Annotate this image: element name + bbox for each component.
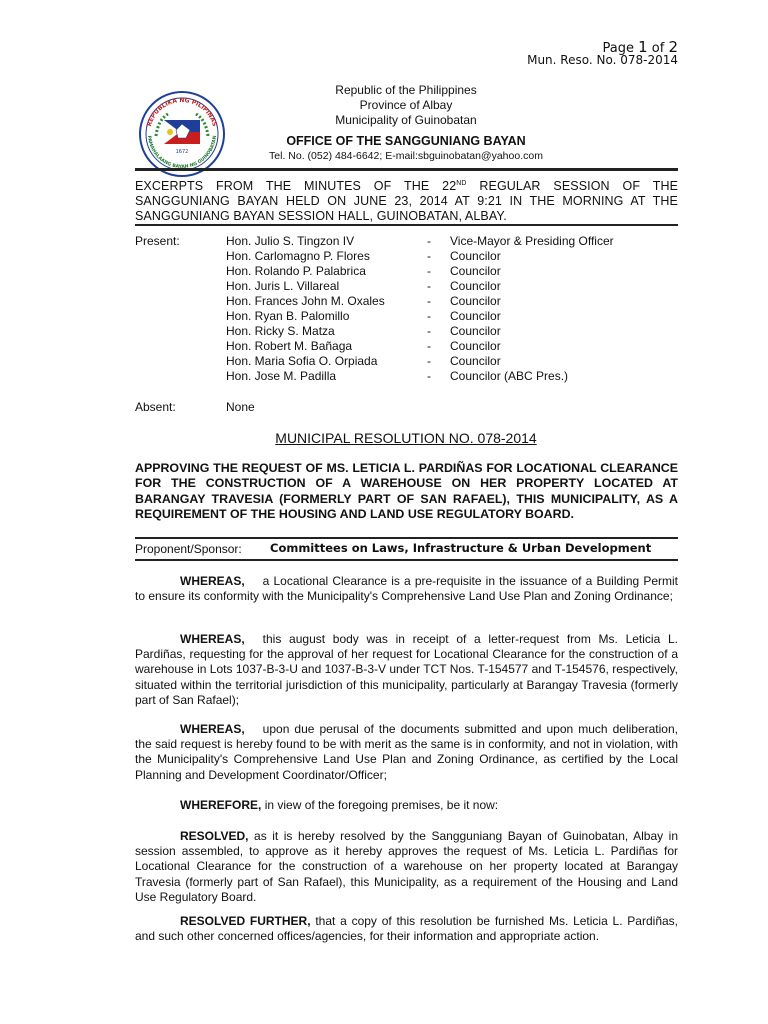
member-role: Councilor xyxy=(450,339,501,353)
letterhead-line-2: Province of Albay xyxy=(359,98,453,112)
whereas-text: upon due perusal of the documents submitted and upon much deliberation, the said request is hereby found to be with merit as the same is in conformity, and not in violation, with the Municipality's Comprehensive Land Use Plan and Zoning Ordinance, as certified by the Local Planning and Development Coordinator/Officer; xyxy=(135,722,678,782)
present-row xyxy=(0,354,768,369)
member-role: Councilor xyxy=(450,354,501,368)
resolution-title: MUNICIPAL RESOLUTION NO. 078-2014 xyxy=(275,430,537,446)
present-row xyxy=(0,309,768,324)
resolved-further-paragraph xyxy=(135,914,678,944)
resolved-further-text: that a copy of this resolution be furnished Ms. Leticia L. Pardiñas, and such other concerned offices/agencies, for their information and appropriate action. xyxy=(135,914,679,944)
member-role: Councilor xyxy=(450,324,501,338)
whereas-keyword: WHEREAS, xyxy=(180,574,245,588)
member-role: Councilor xyxy=(450,279,501,293)
member-dash: - xyxy=(427,339,431,353)
whereas-text: a Locational Clearance is a pre-requisite in the issuance of a Building Permit to ensure its conformity with the Municipality's Comprehensive Land Use Plan and Zoning Ordinance; xyxy=(135,574,678,604)
letterhead-line-3: Municipality of Guinobatan xyxy=(335,113,477,127)
wherefore-paragraph xyxy=(135,798,678,813)
present-row xyxy=(0,339,768,354)
office-title: OFFICE OF THE SANGGUNIANG BAYAN xyxy=(286,134,526,148)
member-role: Vice-Mayor & Presiding Officer xyxy=(450,234,614,248)
whereas-paragraph-3 xyxy=(135,722,678,783)
whereas-text: this august body was in receipt of a letter-request from Ms. Leticia L. Pardiñas, requesting for the approval of her request for Locational Clearance for the construction of a warehouse in Lots 1037-B-3-U and 1037-B-3-V under TCT Nos. T-154577 and T-154576, respectively, situated within the territorial jurisdiction of this municipality, particularly at Barangay Travesia (formerly part of San Rafael); xyxy=(135,632,678,707)
absent-label: Absent: xyxy=(135,400,176,414)
present-row xyxy=(0,369,768,384)
excerpt-sup: ND xyxy=(456,180,467,187)
whereas-keyword: WHEREAS, xyxy=(180,722,245,736)
member-dash: - xyxy=(427,264,431,278)
header-divider xyxy=(135,168,678,171)
page-label: Page xyxy=(602,41,634,56)
present-row xyxy=(0,324,768,339)
member-name: Hon. Juris L. Villareal xyxy=(226,279,340,293)
member-role: Councilor xyxy=(450,294,501,308)
member-name: Hon. Maria Sofia O. Orpiada xyxy=(226,354,378,368)
resolved-further-keyword: RESOLVED FURTHER, xyxy=(180,914,311,928)
member-dash: - xyxy=(427,369,431,383)
member-name: Hon. Robert M. Bañaga xyxy=(226,339,353,353)
excerpt-pre: EXCERPTS FROM THE MINUTES OF THE 22 xyxy=(135,179,457,194)
resolved-keyword: RESOLVED, xyxy=(180,829,249,843)
member-dash: - xyxy=(427,249,431,263)
resolved-text: as it is hereby resolved by the Sangguniang Bayan of Guinobatan, Albay in session assembled, to approve as it hereby approves the request of Ms. Leticia L. Pardiñas for Locational Clearance for the construction of a warehouse on her property located at Barangay Travesia (formerly part of San Rafael), this Municipality, as a requirement of the Housing and Land Use Regulatory Board. xyxy=(135,829,678,904)
resolution-subject: APPROVING THE REQUEST OF MS. LETICIA L. PARDIÑAS FOR LOCATIONAL CLEARANCE FOR THE CONSTRUCTION OF A WAREHOUSE ON HER PROPERTY LOCATED AT BARANGAY TRAVESIA (FORMERLY PART OF SAN RAFAEL), THIS MUNICIPALITY, AS A REQUIREMENT OF THE HOUSING AND LAND USE REGULATORY BOARD. xyxy=(135,461,678,521)
office-contact: Tel. No. (052) 484-6642; E-mail:sbguinobatan@yahoo.com xyxy=(269,150,543,162)
member-name: Hon. Rolando P. Palabrica xyxy=(226,264,366,278)
proponent-label: Proponent/Sponsor: xyxy=(135,542,242,556)
proponent-value: Committees on Laws, Infrastructure & Urban Development xyxy=(270,541,652,555)
excerpt-divider xyxy=(135,224,678,226)
whereas-paragraph-1 xyxy=(135,574,678,604)
subject-divider-bottom xyxy=(135,559,678,561)
member-name: Hon. Jose M. Padilla xyxy=(226,369,337,383)
seal-text-bottom: PAMAHALAANG BAYAN NG GUINOBATAN xyxy=(146,135,218,171)
member-dash: - xyxy=(427,324,431,338)
seal-text-top: REPUBLIKA NG PILIPINAS xyxy=(146,96,218,128)
member-name: Hon. Frances John M. Oxales xyxy=(226,294,385,308)
member-name: Hon. Ricky S. Matza xyxy=(226,324,335,338)
member-dash: - xyxy=(427,279,431,293)
wherefore-keyword: WHEREFORE, xyxy=(180,798,262,812)
minutes-excerpt xyxy=(135,176,678,224)
member-name: Hon. Carlomagno P. Flores xyxy=(226,249,370,263)
present-label: Present: xyxy=(135,234,180,248)
subject-divider-top xyxy=(135,537,678,539)
letterhead-line-1: Republic of the Philippines xyxy=(335,83,477,97)
present-row xyxy=(0,294,768,309)
absent-row xyxy=(0,400,768,415)
member-dash: - xyxy=(427,309,431,323)
present-row xyxy=(0,234,768,249)
member-role: Councilor xyxy=(450,249,501,263)
member-dash: - xyxy=(427,294,431,308)
present-row xyxy=(0,249,768,264)
resolved-paragraph xyxy=(135,829,678,905)
seal-year: 1672 xyxy=(175,149,189,155)
page-total: 2 xyxy=(668,38,678,56)
member-name: Hon. Julio S. Tingzon IV xyxy=(226,234,355,248)
resolution-reference: Mun. Reso. No. 078-2014 xyxy=(527,53,678,67)
member-role: Councilor (ABC Pres.) xyxy=(450,369,569,383)
whereas-keyword: WHEREAS, xyxy=(180,632,245,646)
whereas-paragraph-2 xyxy=(135,632,678,708)
page-current: 1 xyxy=(638,38,648,56)
member-dash: - xyxy=(427,354,431,368)
member-role: Councilor xyxy=(450,264,501,278)
member-role: Councilor xyxy=(450,309,501,323)
member-dash: - xyxy=(427,234,431,248)
excerpt-post: REGULAR SESSION OF THE SANGGUNIANG BAYAN HELD ON JUNE 23, 2014 AT 9:21 IN THE MORNING AT THE SANGGUNIANG BAYAN SESSION HALL, GUINOBATAN, ALBAY. xyxy=(135,179,679,224)
present-row xyxy=(0,279,768,294)
present-row xyxy=(0,264,768,279)
wherefore-text: in view of the foregoing premises, be it now: xyxy=(264,798,499,812)
absent-value: None xyxy=(226,400,255,414)
member-name: Hon. Ryan B. Palomillo xyxy=(226,309,350,323)
page-of: of xyxy=(651,41,665,56)
